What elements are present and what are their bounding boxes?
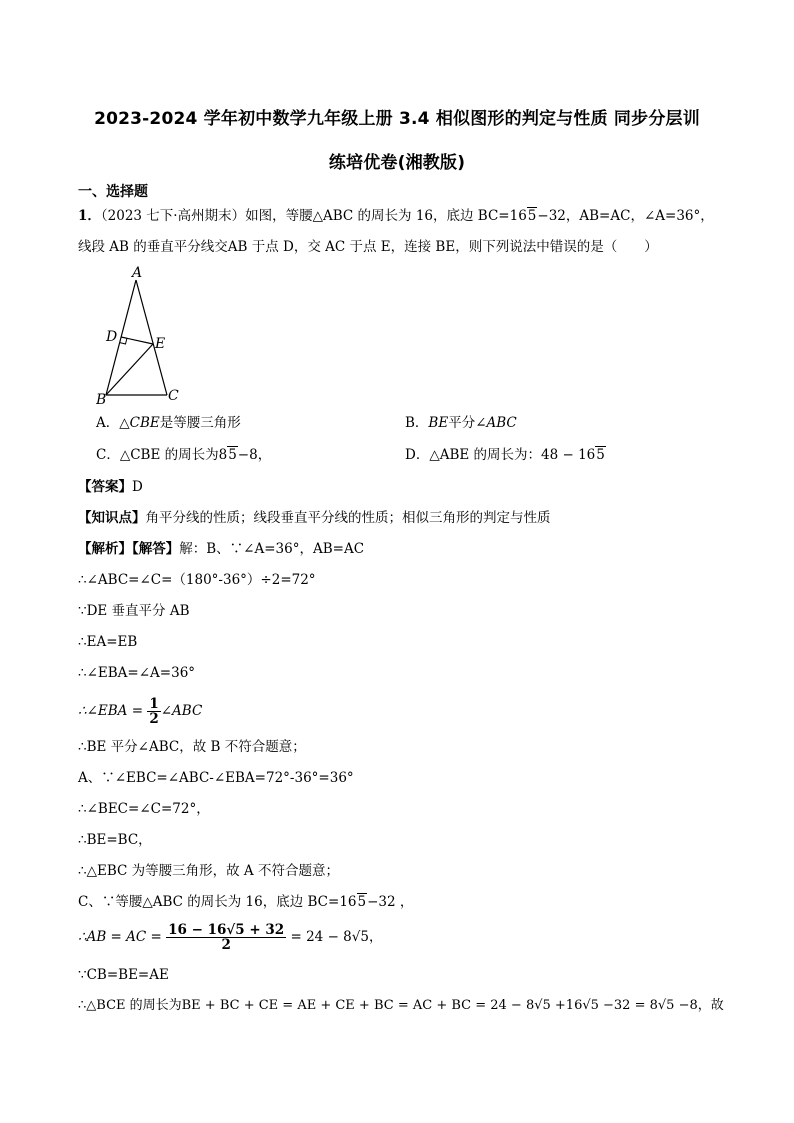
fraction-suffix: ∠ABC (160, 703, 203, 719)
option-d (405, 445, 606, 465)
ab-denominator: 2 (221, 937, 231, 953)
option-d-sqrt: 5 (596, 447, 605, 463)
page-title-line-1: 2023-2024 学年初中数学九年级上册 3.4 相似图形的判定与性质 同步分层训 (94, 109, 700, 129)
label-a: A (132, 265, 143, 281)
label-c: C (168, 388, 179, 404)
question-sqrt: 5 (527, 208, 537, 224)
analysis-tag: 【解析】 (78, 541, 132, 557)
question-source: （2023 七下·高州期末） (100, 208, 246, 224)
analysis-line: ∴∠BEC=∠C=72°， (78, 801, 210, 817)
analysis-ab-line (78, 920, 382, 954)
analysis-line: ∵CB=BE=AE (78, 967, 169, 983)
answer-tag: 【答案】 (78, 479, 132, 495)
knowledge-tag: 【知识点】 (78, 510, 146, 526)
section-heading: 一、选择题 (78, 184, 148, 200)
fraction-half (147, 697, 160, 726)
option-a-prefix: A．△ (96, 415, 130, 431)
option-b-prefix: B． (405, 415, 429, 431)
question-line-2: 线段 AB 的垂直平分线交AB 于点 D，交 AC 于点 E，连接 BE，则下列说法中错误的是（ ） (78, 239, 658, 255)
option-c (96, 445, 271, 465)
option-b-math: BE (428, 415, 449, 431)
analysis-line: A、∵∠EBC=∠ABC-∠EBA=72°-36°=36° (78, 770, 354, 786)
question-text-1: 如图，等腰△ABC 的周长为 16，底边 BC=16 (245, 208, 527, 224)
label-d: D (106, 329, 118, 345)
option-b-text: 平分∠ (448, 415, 487, 431)
option-c-text: C．△CBE 的周长为8 (96, 447, 228, 463)
answer-value: D (132, 479, 143, 495)
option-d-text: D．△ABE 的周长为：48 − 16 (405, 447, 596, 463)
answer-line (78, 477, 143, 497)
analysis-fraction-line (78, 694, 202, 728)
analysis-line: ∴EA=EB (78, 634, 138, 650)
analysis-first-line (78, 539, 364, 559)
analysis-c-rest: −32 ， (367, 894, 414, 910)
analysis-c-sqrt: 5 (357, 894, 367, 910)
knowledge-value: 角平分线的性质；线段垂直平分线的性质；相似三角形的判定与性质 (145, 510, 551, 526)
solution-tag: 【解答】 (132, 541, 180, 557)
page-title-line-2: 练培优卷(湘教版) (328, 153, 466, 173)
label-e: E (155, 336, 166, 352)
analysis-line: ∵DE 垂直平分 AB (78, 603, 190, 619)
analysis-line: ∴∠ABC=∠C=（180°-36°）÷2=72° (78, 572, 316, 588)
label-b: B (96, 392, 107, 407)
option-a (96, 413, 241, 433)
option-a-math: CBE (129, 415, 160, 431)
analysis-last-line: ∴△BCE 的周长为BE + BC + CE = AE + CE + BC = AC + BC = 24 − 8√5 +16√5 −32 = 8√5 −8，故 (78, 998, 724, 1013)
question-line-1 (78, 206, 714, 226)
ab-numerator: 16 − 16√5 + 32 (168, 922, 285, 938)
analysis-line: ∴△EBC 为等腰三角形，故 A 不符合题意； (78, 863, 339, 879)
fraction-prefix: ∴∠EBA = (78, 703, 148, 719)
option-a-text: 是等腰三角形 (159, 415, 241, 431)
question-number: 1． (78, 208, 101, 224)
option-c-sqrt: 5 (228, 447, 237, 463)
ab-suffix: = 24 − 8√5， (286, 929, 383, 945)
analysis-c-line (78, 892, 413, 912)
option-b-math2: ABC (486, 415, 517, 431)
analysis-line: ∴BE=BC， (78, 832, 152, 848)
ab-fraction (166, 923, 286, 952)
ab-prefix: ∴AB = AC = (78, 929, 167, 945)
analysis-first-text: 解：B、∵∠A=36°，AB=AC (179, 541, 365, 557)
analysis-line: ∴BE 平分∠ABC，故 B 不符合题意； (78, 739, 306, 755)
knowledge-line (78, 508, 551, 528)
analysis-c-text: C、∵等腰△ABC 的周长为 16，底边 BC=16 (78, 894, 357, 910)
triangle-figure (96, 262, 206, 407)
option-b (405, 413, 517, 433)
fraction-denominator: 2 (149, 711, 159, 727)
option-c-rest: −8， (237, 447, 272, 463)
question-text-1-rest: −32，AB=AC，∠A=36°， (537, 208, 714, 224)
fraction-numerator: 1 (149, 696, 159, 712)
analysis-line: ∴∠EBA=∠A=36° (78, 665, 196, 681)
